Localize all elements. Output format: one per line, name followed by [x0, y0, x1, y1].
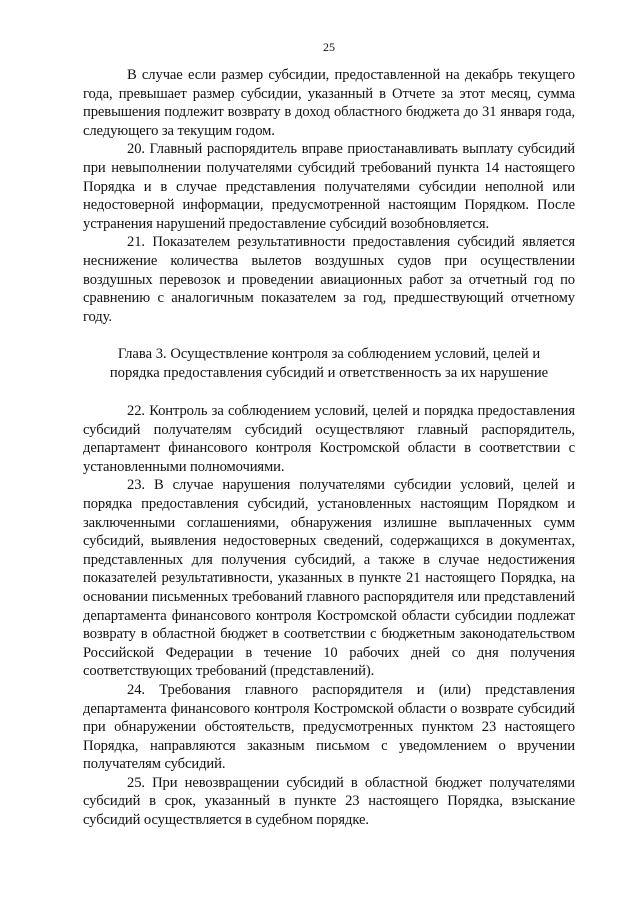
- paragraph-23: 23. В случае нарушения получателями субсидии условий, целей и порядка предоставления субсидий, установленных настоящим Порядком и заключенными соглашениями, обнаружения излишне выплаченных сумм субсидий, выявления недостоверных сведений, содержащихся в документах, представленных для получения субсидий, а также в случае недостижения показателей результативности, указанных в пункте 21 настоящего Порядка, на основании письменных требований главного распорядителя или представлений департамента финансового контроля Костромской области субсидии подлежат возврату в областной бюджет в соответствии с бюджетным законодательством Российской Федерации в течение 10 рабочих дней со дня получения соответствующих требований (представлений).: [83, 477, 575, 680]
- paragraph-21: 21. Показателем результативности предоставления субсидий является неснижение количества вылетов воздушных судов при осуществлении воздушных перевозок и проведении авиационных работ за отчетный год по сравнению с аналогичным показателем за год, предшествующий отчетному году.: [83, 234, 575, 325]
- page-number: 25: [323, 40, 335, 54]
- paragraph-20: 20. Главный распорядитель вправе приостанавливать выплату субсидий при невыполнении получателями субсидий требований пункта 14 настоящего Порядка и в случае представления получателями субсидии неполной или недостоверной информации, предусмотренной настоящим Порядком. После устранения нарушений предоставление субсидий возобновляется.: [83, 141, 575, 232]
- paragraph-22: 22. Контроль за соблюдением условий, целей и порядка предоставления субсидий получателям субсидий осуществляют главный распорядитель, департамент финансового контроля Костромской области в соответствии с установленными полномочиями.: [83, 403, 575, 475]
- chapter-heading-line-1: Глава 3. Осуществление контроля за соблюдением условий, целей и: [117, 346, 541, 362]
- paragraph-25: 25. При невозвращении субсидий в областной бюджет получателями субсидий в срок, указанный в пункте 23 настоящего Порядка, взыскание субсидий осуществляется в судебном порядке.: [83, 774, 575, 829]
- chapter-heading-line-2: порядка предоставления субсидий и ответственность за их нарушение: [109, 365, 549, 381]
- chapter-heading: [83, 345, 575, 383]
- paragraph-block-top: [83, 66, 575, 326]
- paragraph-24: 24. Требования главного распорядителя и (или) представления департамента финансового контроля Костромской области о возврате субсидий при обнаружении обстоятельств, предусмотренных пунктом 23 настоящего Порядка, направляются заказным письмом с уведомлением о вручении получателям субсидий.: [83, 681, 575, 773]
- paragraph-december-overpayment: В случае если размер субсидии, предоставленной на декабрь текущего года, превышает размер субсидии, указанный в Отчете за этот месяц, сумма превышения подлежит возврату в доход областного бюджета до 31 января года, следующего за текущим годом.: [83, 67, 575, 139]
- paragraph-block-bottom: [83, 402, 575, 830]
